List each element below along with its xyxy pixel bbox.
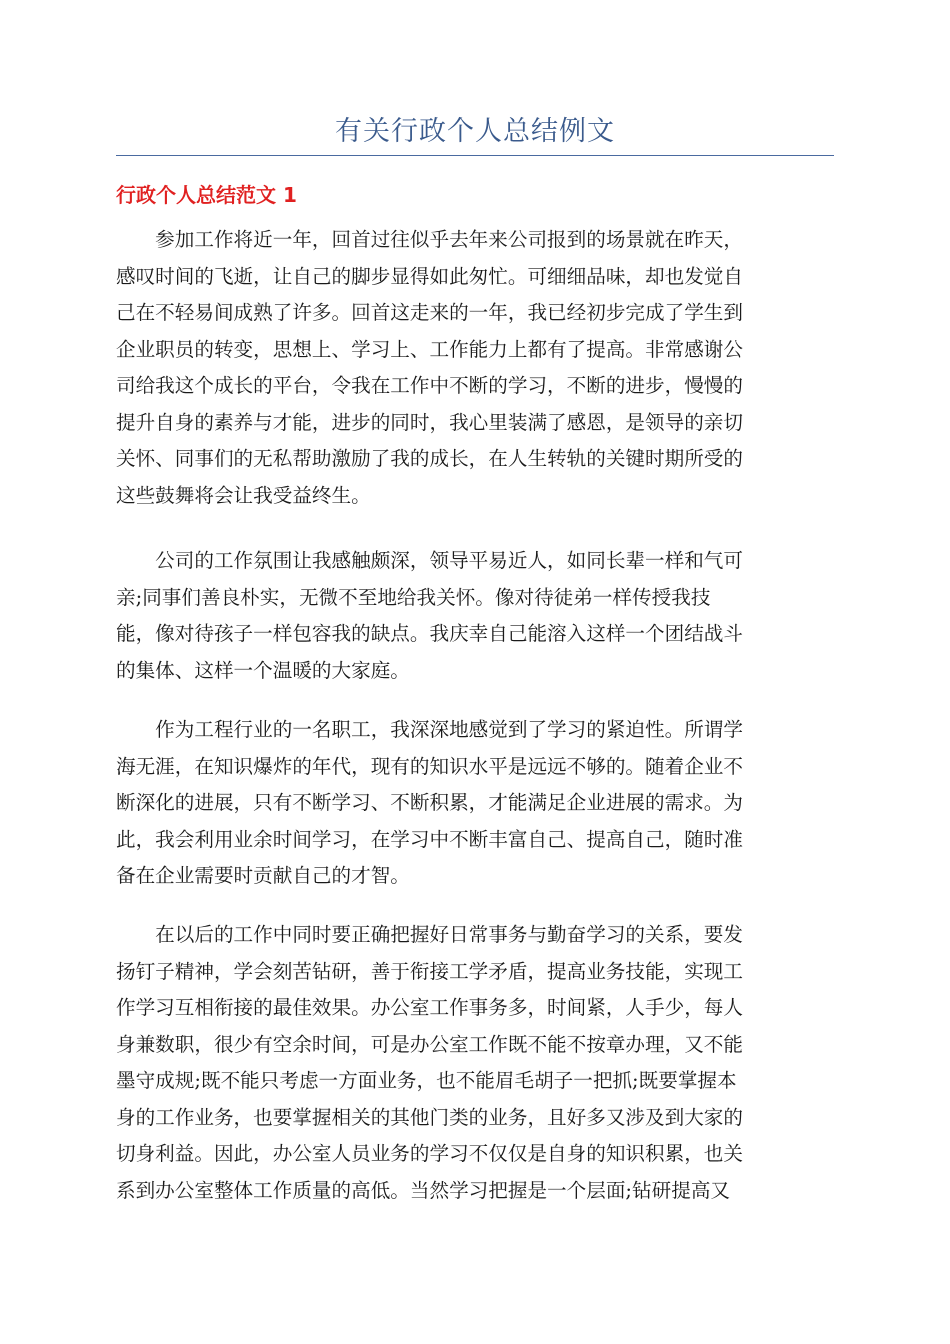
paragraph-line: 在以后的工作中同时要正确把握好日常事务与勤奋学习的关系，要发 [116, 923, 743, 946]
paragraph-4 [116, 917, 834, 1209]
paragraph-line: 的集体、这样一个温暖的大家庭。 [116, 658, 410, 682]
paragraph-line: 司给我这个成长的平台，令我在工作中不断的学习，不断的进步，慢慢的 [116, 374, 743, 397]
paragraph-line: 提升自身的素养与才能，进步的同时，我心里装满了感恩，是领导的亲切 [116, 410, 743, 434]
paragraph-line: 关怀、同事们的无私帮助激励了我的成长，在人生转轨的关键时期所受的 [116, 447, 743, 470]
paragraph-line: 海无涯，在知识爆炸的年代，现有的知识水平是远远不够的。随着企业不 [116, 754, 743, 778]
paragraph-line: 身的工作业务，也要掌握相关的其他门类的业务，且好多又涉及到大家的 [116, 1105, 743, 1129]
section-heading: 行政个人总结范文 1 [116, 183, 297, 207]
paragraph-line: 此，我会利用业余时间学习，在学习中不断丰富自己、提高自己，随时准 [116, 827, 743, 851]
paragraph-line: 作为工程行业的一名职工，我深深地感觉到了学习的紧迫性。所谓学 [116, 718, 743, 741]
paragraph-line: 切身利益。因此，办公室人员业务的学习不仅仅是自身的知识积累，也关 [116, 1142, 743, 1165]
document-title: 有关行政个人总结例文 [335, 116, 615, 147]
paragraph-line: 企业职员的转变，思想上、学习上、工作能力上都有了提高。非常感谢公 [116, 337, 743, 361]
paragraph-line: 参加工作将近一年，回首过往似乎去年来公司报到的场景就在昨天， [116, 228, 743, 251]
paragraph-line: 亲;同事们善良朴实，无微不至地给我关怀。像对待徒弟一样传授我技 [116, 585, 711, 609]
paragraph-line: 断深化的进展，只有不断学习、不断积累，才能满足企业进展的需求。为 [116, 791, 743, 814]
paragraph-line: 作学习互相衔接的最佳效果。办公室工作事务多，时间紧，人手少，每人 [116, 996, 743, 1019]
paragraph-line: 己在不轻易间成熟了许多。回首这走来的一年，我已经初步完成了学生到 [116, 301, 743, 324]
paragraph-3 [116, 712, 834, 895]
paragraph-line: 这些鼓舞将会让我受益终生。 [116, 483, 371, 507]
paragraph-line: 备在企业需要时贡献自己的才智。 [116, 864, 410, 887]
paragraph-2 [116, 543, 834, 689]
paragraph-line: 公司的工作氛围让我感触颇深，领导平易近人，如同长辈一样和气可 [116, 549, 743, 572]
paragraph-line: 身兼数职，很少有空余时间，可是办公室工作既不能不按章办理，又不能 [116, 1032, 743, 1056]
paragraph-1 [116, 222, 834, 514]
title-underline [116, 155, 834, 156]
paragraph-line: 墨守成规;既不能只考虑一方面业务，也不能眉毛胡子一把抓;既要掌握本 [116, 1069, 737, 1092]
paragraph-line: 扬钉子精神，学会刻苦钻研，善于衔接工学矛盾，提高业务技能，实现工 [116, 959, 743, 983]
paragraph-line: 感叹时间的飞逝，让自己的脚步显得如此匆忙。可细细品味，却也发觉自 [116, 264, 743, 288]
paragraph-line: 系到办公室整体工作质量的高低。当然学习把握是一个层面;钻研提高又 [116, 1178, 731, 1202]
paragraph-line: 能，像对待孩子一样包容我的缺点。我庆幸自己能溶入这样一个团结战斗 [116, 622, 743, 645]
